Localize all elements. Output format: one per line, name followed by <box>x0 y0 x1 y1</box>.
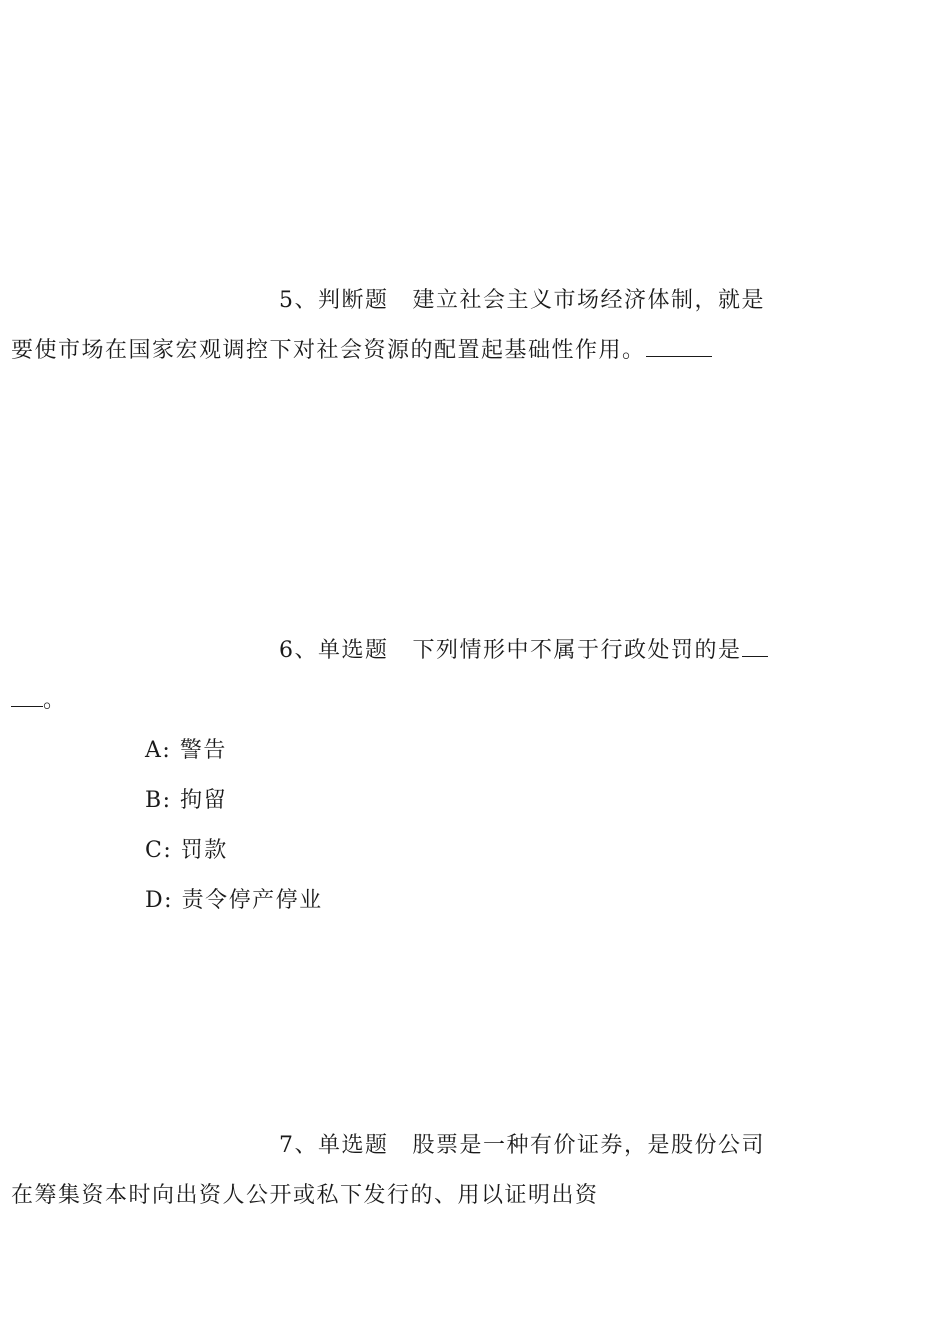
option-separator: : <box>163 838 173 863</box>
question-6-text <box>43 626 805 726</box>
option-separator: : <box>162 788 172 813</box>
option-text: 责令停产停业 <box>181 888 323 913</box>
option-separator: : <box>164 888 174 913</box>
question-7-text <box>11 1121 805 1221</box>
question-number: 5、 <box>279 288 318 313</box>
question-5-text <box>11 276 805 376</box>
option-text: 罚款 <box>180 838 228 863</box>
option-text: 拘留 <box>180 788 228 813</box>
option-letter: C <box>145 838 164 863</box>
question-type: 单选题 <box>318 638 389 663</box>
option-letter: B <box>145 788 163 813</box>
option-b[interactable] <box>145 776 805 826</box>
option-d[interactable] <box>145 876 805 926</box>
question-6 <box>43 626 805 926</box>
question-stem-line1: 建立社会主义市场经济体制，就是 <box>412 288 766 313</box>
option-c[interactable] <box>145 826 805 876</box>
question-7 <box>11 1121 805 1221</box>
question-stem-end: 。 <box>43 688 67 713</box>
question-number: 6、 <box>279 638 318 663</box>
answer-blank[interactable] <box>742 638 768 657</box>
question-stem-line3: 用。 <box>598 338 646 363</box>
option-text: 警告 <box>179 738 227 763</box>
question-type: 判断题 <box>318 288 389 313</box>
option-separator: : <box>162 738 172 763</box>
option-list <box>145 726 805 926</box>
option-letter: D <box>145 888 165 913</box>
question-type: 单选题 <box>318 1133 389 1158</box>
option-letter: A <box>145 738 163 763</box>
answer-blank-continued[interactable] <box>11 688 43 707</box>
question-stem-line1: 下列情形中不属于行政处罚的是 <box>412 638 742 663</box>
question-number: 7、 <box>279 1133 318 1158</box>
question-stem-line2: 要使市场在国家宏观调控下对社会资源的配置起基础性作 <box>11 338 599 363</box>
question-5 <box>11 276 805 376</box>
option-a[interactable] <box>145 726 805 776</box>
answer-blank[interactable] <box>646 338 712 357</box>
question-stem-line2: 在筹集资本时向出资人公开或私下发行的、用以证明出资 <box>11 1183 599 1208</box>
question-stem-line1: 股票是一种有价证券，是股份公司 <box>412 1133 766 1158</box>
